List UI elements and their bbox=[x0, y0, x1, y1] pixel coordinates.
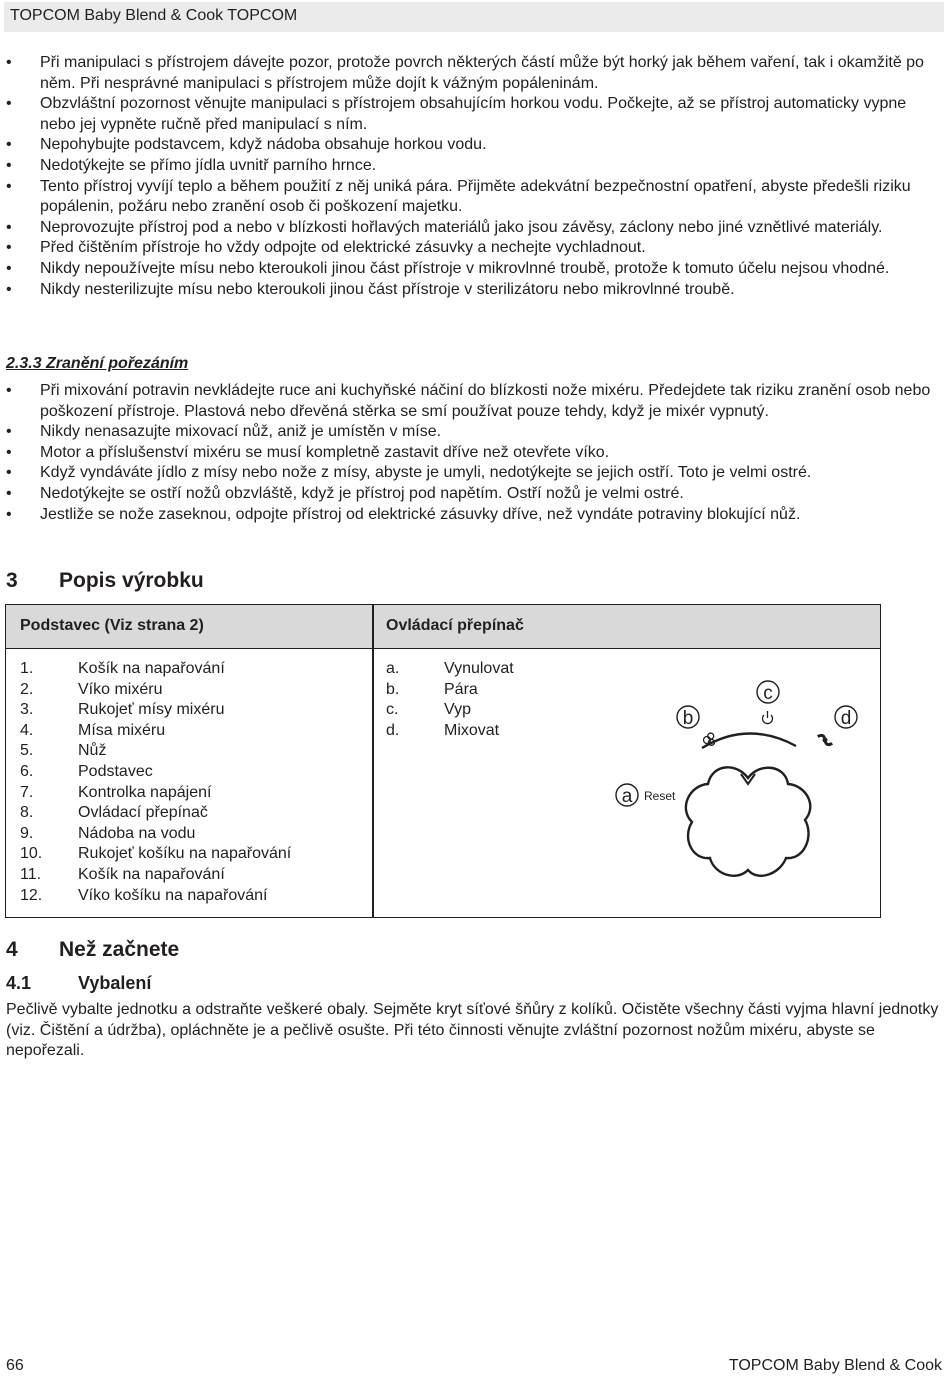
list-item: c. Vyp bbox=[386, 701, 471, 719]
header-title: TOPCOM Baby Blend & Cook TOPCOM bbox=[10, 7, 298, 24]
list-item: • Nikdy nesterilizujte mísu nebo kteroukoli jinou část přístroje v sterilizátoru nebo mikrovlnné troubě. bbox=[6, 280, 735, 298]
section-title: Než začnete bbox=[59, 938, 180, 961]
list-item: 12. Víko košíku na napařování bbox=[20, 886, 268, 904]
list-item: b. Pára bbox=[386, 680, 478, 698]
subsection-title: Vybalení bbox=[78, 973, 152, 993]
column-divider bbox=[372, 605, 374, 917]
section-number: 4 bbox=[6, 938, 18, 961]
reset-label: Reset bbox=[644, 789, 676, 803]
list-item: 3. Rukojeť mísy mixéru bbox=[20, 701, 225, 719]
label-b: b bbox=[682, 708, 694, 729]
unpacking-paragraph: Pečlivě vybalte jednotku a odstraňte veškeré obaly. Sejměte kryt síťové šňůry z kolíků. Očistěte všechny části vyjma hlavní jednotky (viz. Čištění a údržba), opláchněte je a pečlivě osušte. Při této činnosti věnujte zvláštní pozornost nožům mixéru, abyste se nepořezali. bbox=[6, 1001, 939, 1060]
list-item: • Motor a příslušenství mixéru se musí kompletně zastavit dříve než otevřete víko. bbox=[6, 443, 610, 461]
list-item: d. Mixovat bbox=[386, 721, 500, 739]
list-item: 8. Ovládací přepínač bbox=[20, 804, 208, 822]
list-item: • Neprovozujte přístroj pod a nebo v blízkosti hořlavých materiálů jako jsou závěsy, záclony nebo jiné vznětlivé materiály. bbox=[6, 218, 883, 236]
list-item: 6. Podstavec bbox=[20, 762, 153, 780]
list-item: 2. Víko mixéru bbox=[20, 680, 163, 698]
table-header-switch: Ovládací přepínač bbox=[386, 617, 524, 634]
list-item: • Nikdy nenasazujte mixovací nůž, aniž je umístěn v míse. bbox=[6, 423, 442, 441]
section-heading-product bbox=[6, 569, 204, 593]
list-item: • Před čištěním přístroje ho vždy odpojte od elektrické zásuvky a nechejte vychladnout. bbox=[6, 239, 646, 257]
subsection-number: 4.1 bbox=[6, 973, 32, 993]
list-item: 10. Rukojeť košíku na napařování bbox=[20, 845, 292, 863]
list-item: • Při mixování potravin nevkládejte ruce ani kuchyňské náčiní do blízkosti nože mixéru. Předejdete tak riziku zranění osob nebo poškození přístroje. Plastová nebo dřevěná stěrka se smí používat pouze tehdy, když je mixér vypnutý. bbox=[6, 382, 931, 420]
list-item: a. Vynulovat bbox=[386, 660, 514, 677]
list-item: 7. Kontrolka napájení bbox=[20, 783, 212, 801]
list-item: • Tento přístroj vyvíjí teplo a během použití z něj uniká pára. Přijměte adekvátní bezpečnostní opatření, abyste předešli riziku popálenin, požáru nebo zranění osob či poškození majetku. bbox=[6, 177, 911, 216]
table-header-base: Podstavec (Viz strana 2) bbox=[20, 617, 204, 634]
subsection-heading-unpacking bbox=[6, 973, 151, 994]
list-item: • Nikdy nepoužívejte mísu nebo kteroukoli jinou část přístroje v mikrovlnné troubě, protože k tomuto účelu nejsou vhodné. bbox=[6, 259, 890, 277]
section-number: 3 bbox=[6, 569, 18, 592]
list-item: • Nedotýkejte se přímo jídla uvnitř parního hrnce. bbox=[6, 156, 377, 174]
power-icon bbox=[763, 711, 773, 724]
list-item: 5. Nůž bbox=[20, 742, 107, 760]
page-number: 66 bbox=[6, 1357, 24, 1374]
list-item: • Jestliže se nože zaseknou, odpojte přístroj od elektrické zásuvky dříve, než vyndáte potraviny blokující nůž. bbox=[6, 505, 801, 523]
safety-list-cuts bbox=[6, 381, 942, 525]
list-item: • Nepohybujte podstavcem, když nádoba obsahuje horkou vodu. bbox=[6, 136, 487, 154]
page-header bbox=[4, 2, 944, 32]
list-item: 9. Nádoba na vodu bbox=[20, 824, 196, 842]
list-item: • Nedotýkejte se ostří nožů obzvláště, když je přístroj pod napětím. Ostří nožů je velmi ostré. bbox=[6, 484, 684, 502]
list-item: • Když vyndáváte jídlo z mísy nebo nože z mísy, abyste je umyli, nedotýkejte se jejich ostří. Toto je velmi ostré. bbox=[6, 464, 812, 482]
dial-arc bbox=[702, 733, 796, 748]
parts-list bbox=[20, 659, 291, 906]
blend-icon bbox=[816, 734, 833, 746]
section-title: Popis výrobku bbox=[59, 569, 204, 592]
label-a: a bbox=[621, 786, 633, 807]
section-heading-before-start bbox=[6, 938, 179, 962]
footer-brand: TOPCOM Baby Blend & Cook bbox=[728, 1357, 942, 1374]
list-item: • Obzvláštní pozornost věnujte manipulaci s přístrojem obsahujícím horkou vodu. Počkejte, až se přístroj automaticky vypne nebo jej vypněte ručně před manipulací s ním. bbox=[6, 95, 907, 133]
safety-list-hot-surfaces bbox=[6, 53, 942, 300]
table-header-row bbox=[6, 605, 880, 649]
switch-positions-list bbox=[386, 659, 514, 741]
list-item: • Při manipulaci s přístrojem dávejte pozor, protože povrch některých částí může být horký jak během vaření, tak i okamžitě po něm. Při nesprávné manipulaci s přístrojem může dojít k vážným popáleninám. bbox=[6, 54, 924, 92]
list-item: 1. Košík na napařování bbox=[20, 660, 225, 677]
list-item: 4. Mísa mixéru bbox=[20, 721, 166, 739]
control-dial-diagram bbox=[600, 660, 880, 910]
list-item: 11. Košík na napařování bbox=[20, 865, 225, 883]
label-c: c bbox=[763, 683, 773, 704]
subsection-title-cuts: 2.3.3 Zranění pořezáním bbox=[6, 355, 189, 372]
label-d: d bbox=[840, 708, 852, 729]
